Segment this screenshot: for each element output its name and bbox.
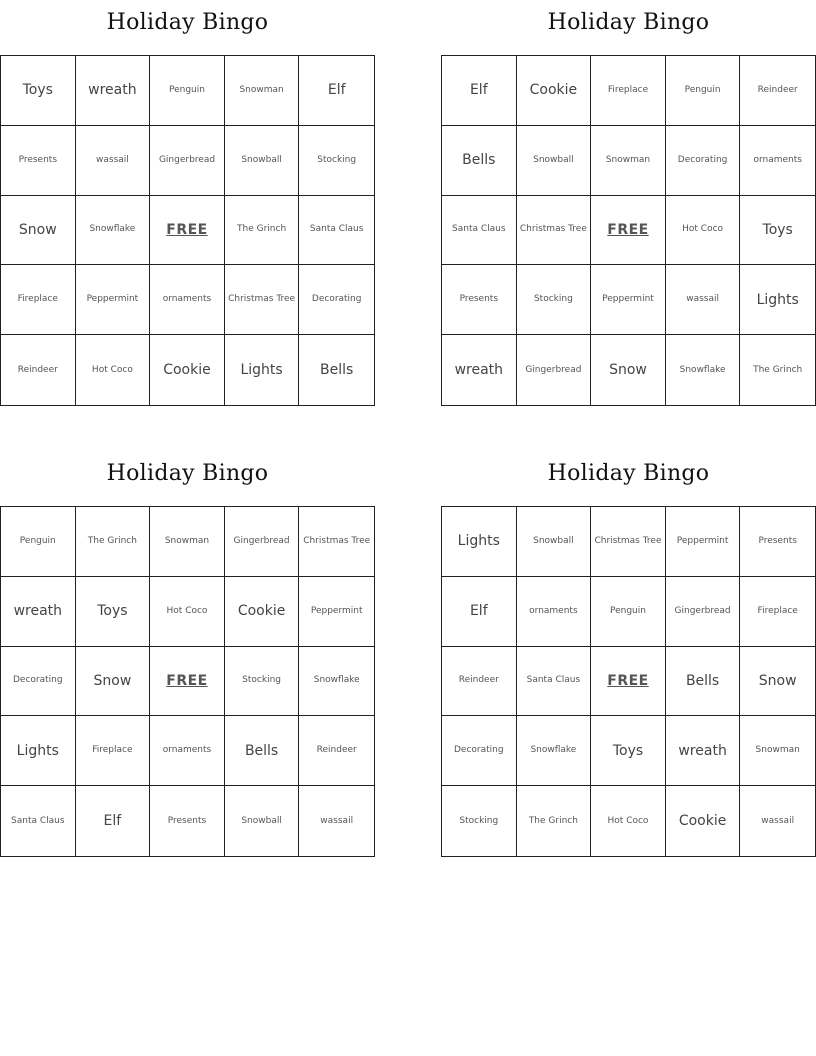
- bingo-cell: Christmas Tree: [517, 196, 592, 266]
- bingo-cell: Snowman: [740, 716, 815, 786]
- bingo-cell: Lights: [1, 716, 76, 786]
- bingo-cell: Bells: [320, 362, 354, 379]
- bingo-cell: Decorating: [666, 126, 741, 196]
- bingo-cell: Fireplace: [1, 265, 76, 335]
- bingo-cell: Toys: [76, 577, 151, 647]
- bingo-cell: Cookie: [225, 577, 300, 647]
- bingo-cell: Stocking: [442, 786, 517, 856]
- bingo-cell: Cookie: [517, 56, 592, 126]
- bingo-cell: Fireplace: [76, 716, 151, 786]
- free-space-cell: FREE: [150, 196, 225, 266]
- bingo-cell: Gingerbread: [225, 507, 300, 577]
- bingo-cell: The Grinch: [753, 364, 803, 375]
- bingo-cell: Lights: [740, 265, 815, 335]
- free-space-cell: FREE: [591, 196, 666, 266]
- bingo-cell: Snowflake: [76, 196, 151, 266]
- bingo-cell: ornaments: [150, 716, 225, 786]
- bingo-cell: Gingerbread: [666, 577, 741, 647]
- bingo-cell: wassail: [76, 126, 151, 196]
- bingo-cell: Presents: [150, 786, 225, 856]
- bingo-cell: Presents: [1, 126, 76, 196]
- card-title: Holiday Bingo: [106, 10, 269, 35]
- bingo-cell: Presents: [442, 265, 517, 335]
- bingo-cell: Penguin: [150, 56, 225, 126]
- bingo-cell: Toys: [1, 56, 76, 126]
- bingo-cell: Snowman: [225, 56, 300, 126]
- bingo-cell: Santa Claus: [299, 196, 374, 266]
- bingo-cell: Reindeer: [740, 56, 815, 126]
- bingo-cell: Cookie: [150, 335, 225, 405]
- bingo-cell: The Grinch: [225, 196, 300, 266]
- bingo-cell: Penguin: [1, 507, 76, 577]
- bingo-cell: The Grinch: [517, 786, 592, 856]
- bingo-cell: Bells: [225, 716, 300, 786]
- bingo-cell: Lights: [442, 507, 517, 577]
- bingo-cell: wassail: [320, 815, 354, 826]
- bingo-cell: wreath: [76, 56, 151, 126]
- bingo-cell: Christmas Tree: [591, 507, 666, 577]
- bingo-cell: Christmas Tree: [299, 507, 374, 577]
- bingo-grid: [441, 506, 816, 857]
- bingo-cell: Hot Coco: [591, 786, 666, 856]
- bingo-cell: Snowball: [517, 126, 592, 196]
- bingo-cell: Toys: [740, 196, 815, 266]
- bingo-cell: Elf: [299, 56, 374, 126]
- bingo-cell: Stocking: [517, 265, 592, 335]
- bingo-cell: Lights: [225, 335, 300, 405]
- bingo-cell: The Grinch: [76, 507, 151, 577]
- bingo-cell: Elf: [442, 56, 517, 126]
- free-space-cell: FREE: [591, 647, 666, 717]
- bingo-cell: Elf: [76, 786, 151, 856]
- bingo-cell: Bells: [666, 647, 741, 717]
- bingo-cell: Presents: [740, 507, 815, 577]
- bingo-grid: [0, 506, 375, 857]
- bingo-cell: Snowman: [591, 126, 666, 196]
- bingo-cell: wreath: [442, 335, 517, 405]
- bingo-cell: Bells: [442, 126, 517, 196]
- bingo-cell: Toys: [591, 716, 666, 786]
- bingo-cell: Snowball: [517, 507, 592, 577]
- bingo-cell: Reindeer: [1, 335, 76, 405]
- bingo-cell: Peppermint: [666, 507, 741, 577]
- card-title: Holiday Bingo: [547, 10, 710, 35]
- bingo-cell: Gingerbread: [150, 126, 225, 196]
- bingo-cell: Elf: [442, 577, 517, 647]
- bingo-cell: Stocking: [225, 647, 300, 717]
- bingo-cell: Fireplace: [740, 577, 815, 647]
- bingo-cell: Snowball: [225, 786, 300, 856]
- bingo-cell: wreath: [666, 716, 741, 786]
- bingo-cell: Cookie: [666, 786, 741, 856]
- bingo-cell: Snow: [740, 647, 815, 717]
- bingo-cell: Hot Coco: [150, 577, 225, 647]
- bingo-cell: Reindeer: [442, 647, 517, 717]
- bingo-cell: Reindeer: [299, 716, 374, 786]
- bingo-cell: Snowflake: [517, 716, 592, 786]
- bingo-cell: Christmas Tree: [225, 265, 300, 335]
- bingo-cell: Decorating: [442, 716, 517, 786]
- bingo-cell: Santa Claus: [1, 786, 76, 856]
- card-title: Holiday Bingo: [106, 461, 269, 486]
- bingo-cell: Stocking: [299, 126, 374, 196]
- bingo-cell: ornaments: [150, 265, 225, 335]
- bingo-cell: Snow: [591, 335, 666, 405]
- bingo-cell: wreath: [1, 577, 76, 647]
- bingo-cell: Penguin: [666, 56, 741, 126]
- bingo-cell: Snowman: [150, 507, 225, 577]
- bingo-cell: Fireplace: [591, 56, 666, 126]
- bingo-cell: wassail: [666, 265, 741, 335]
- bingo-cell: Gingerbread: [517, 335, 592, 405]
- bingo-cell: Peppermint: [76, 265, 151, 335]
- bingo-cell: Snowball: [225, 126, 300, 196]
- bingo-cell: Santa Claus: [442, 196, 517, 266]
- bingo-cell: Hot Coco: [666, 196, 741, 266]
- bingo-cell: Hot Coco: [76, 335, 151, 405]
- bingo-cell: Peppermint: [591, 265, 666, 335]
- bingo-cell: wassail: [761, 815, 795, 826]
- bingo-cell: Santa Claus: [517, 647, 592, 717]
- bingo-cell: Peppermint: [299, 577, 374, 647]
- bingo-cell: Snowflake: [666, 335, 741, 405]
- bingo-cell: Snow: [76, 647, 151, 717]
- free-space-cell: FREE: [150, 647, 225, 717]
- bingo-grid: [0, 55, 375, 406]
- bingo-cell: Decorating: [299, 265, 374, 335]
- bingo-cell: Penguin: [591, 577, 666, 647]
- bingo-grid: [441, 55, 816, 406]
- bingo-cell: ornaments: [740, 126, 815, 196]
- bingo-cell: Snowflake: [299, 647, 374, 717]
- bingo-cell: Decorating: [1, 647, 76, 717]
- bingo-cell: ornaments: [517, 577, 592, 647]
- bingo-cell: Snow: [1, 196, 76, 266]
- card-title: Holiday Bingo: [547, 461, 710, 486]
